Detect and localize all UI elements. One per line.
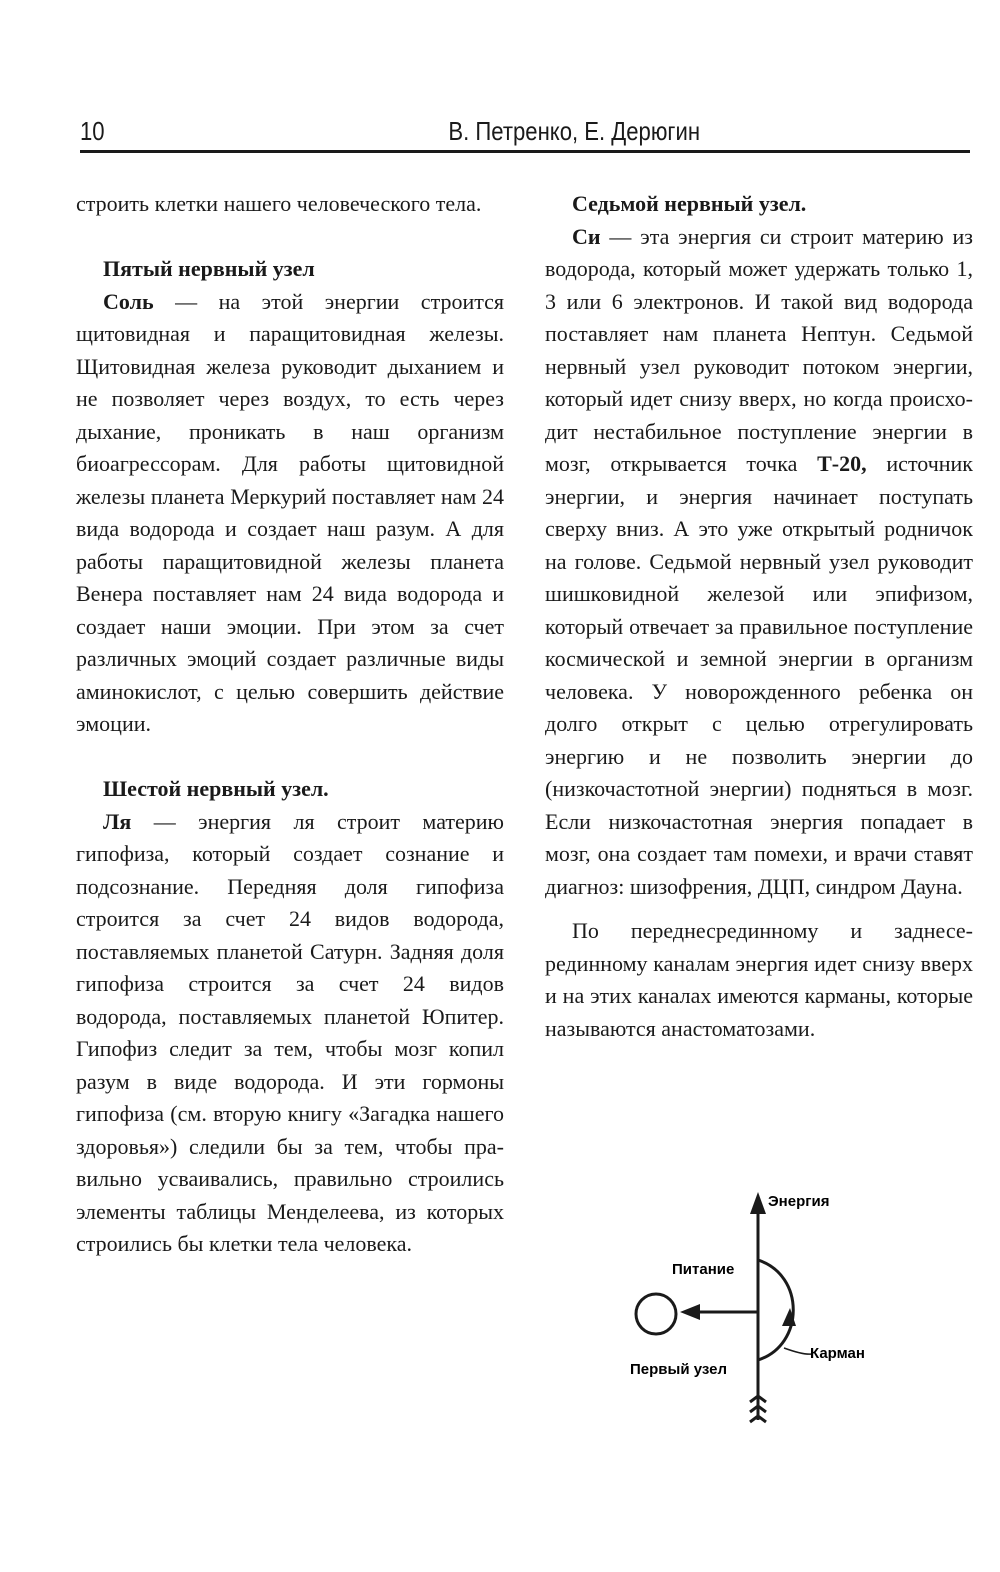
- section-title-seventh-node: Седьмой нервный узел.: [572, 191, 807, 216]
- section-title-fifth-node: Пятый нервный узел: [103, 256, 315, 281]
- pocket-leader: [784, 1348, 812, 1354]
- page-number: 10: [80, 116, 105, 146]
- paragraph-sol: [76, 286, 504, 741]
- left-column: [76, 188, 504, 1261]
- label-food: Питание: [672, 1261, 735, 1278]
- term-si: Си: [572, 223, 601, 249]
- running-header: [80, 112, 970, 152]
- label-energy: Энергия: [768, 1193, 830, 1210]
- energy-diagram: [620, 1180, 900, 1440]
- right-column: [545, 188, 973, 1045]
- energy-arrow-head: [750, 1192, 766, 1214]
- term-lya: Ля: [103, 808, 132, 834]
- term-sol: Соль: [103, 288, 154, 314]
- label-pocket: Карман: [810, 1345, 865, 1362]
- energy-diagram-svg: [620, 1180, 900, 1440]
- text-lya: — энергия ля строит материю гипофиза, который создает сознание и подсознание. Передняя доля гипофиза строится за счет 24 видов водорода, поставляемых планетой Сатурн. Задняя доля гипофиза строится за счет 24 видов водорода, поставляемых планетой Юпитер. Гипофиз следит за тем, чтобы мозг копил разум в виде водорода. И эти гормоны гипофиза (см. вторую книгу «Загадка нашего здоровья») следили бы за тем, чтобы правильно усваивались, правильно строились элементы таблицы Менделеева, из которых строились бы клетки тела человека.: [76, 808, 504, 1256]
- running-head-authors: В. Петренко, Е. Дерюгин: [448, 116, 700, 146]
- first-node-circle: [636, 1294, 676, 1334]
- paragraph-lya: [76, 806, 504, 1261]
- text-sol: — на этой энергии строится щитовидная и паращитовидная железы. Щитовидная железа руководит дыханием и не позволяет через воздух, то есть через дыхание, проникать в наш организм биоагрессорам. Для работы щитовидной железы планета Меркурий поставляет нам 24 вида водорода и создает наш разум. А для работы паращитовидной железы планета Венера поставляет нам 24 вида водорода и создает наши эмоции. При этом за счет различных эмоций создает различные виды аминокислот, с целью совершить действие эмоции.: [76, 288, 504, 736]
- section-title-sixth-node: Шестой нервный узел.: [103, 776, 329, 801]
- feeding-arrow-head: [680, 1304, 700, 1320]
- paragraph-canals: По переднесрединному и заднесерединному каналам энергия идет снизу вверх и на этих каналах имеются карманы, которые называются анастоматозами.: [545, 918, 973, 1041]
- pocket-arc: [758, 1260, 793, 1360]
- header-rule: [80, 150, 970, 153]
- continued-paragraph: строить клетки нашего человеческого тела.: [76, 191, 482, 216]
- text-si-b: источник энергии, и энергия начинает поступать сверху вниз. А это уже открытый родничок на голове. Седьмой нервный узел руководит шишковидной железой или эпифизом, который отвечает за правильное поступление космической и земной энергии в организм человека. У новорожденного ребенка он долго открыт с целью отрегулировать энергию и не позволить энергии до (низкочастотной энергии) подняться в мозг. Если низкочастотная энергия попадает в мозг, она создает там помехи, и врачи ставят диагноз: шизофрения, ДЦП, синдром Дауна.: [545, 451, 973, 899]
- label-first-node: Первый узел: [630, 1361, 727, 1378]
- point-t20: Т-20,: [817, 451, 867, 476]
- paragraph-si: [545, 221, 973, 904]
- text-si-a: — эта энергия си строит материю из водорода, который может удержать только 1, 3 или 6 электронов. И такой вид водорода поставляет нам планета Нептун. Седьмой нервный узел руководит потоком энергии, который идет снизу вверх, но когда происходит нестабильное поступление энергии в мозг, открывается точка: [545, 223, 973, 476]
